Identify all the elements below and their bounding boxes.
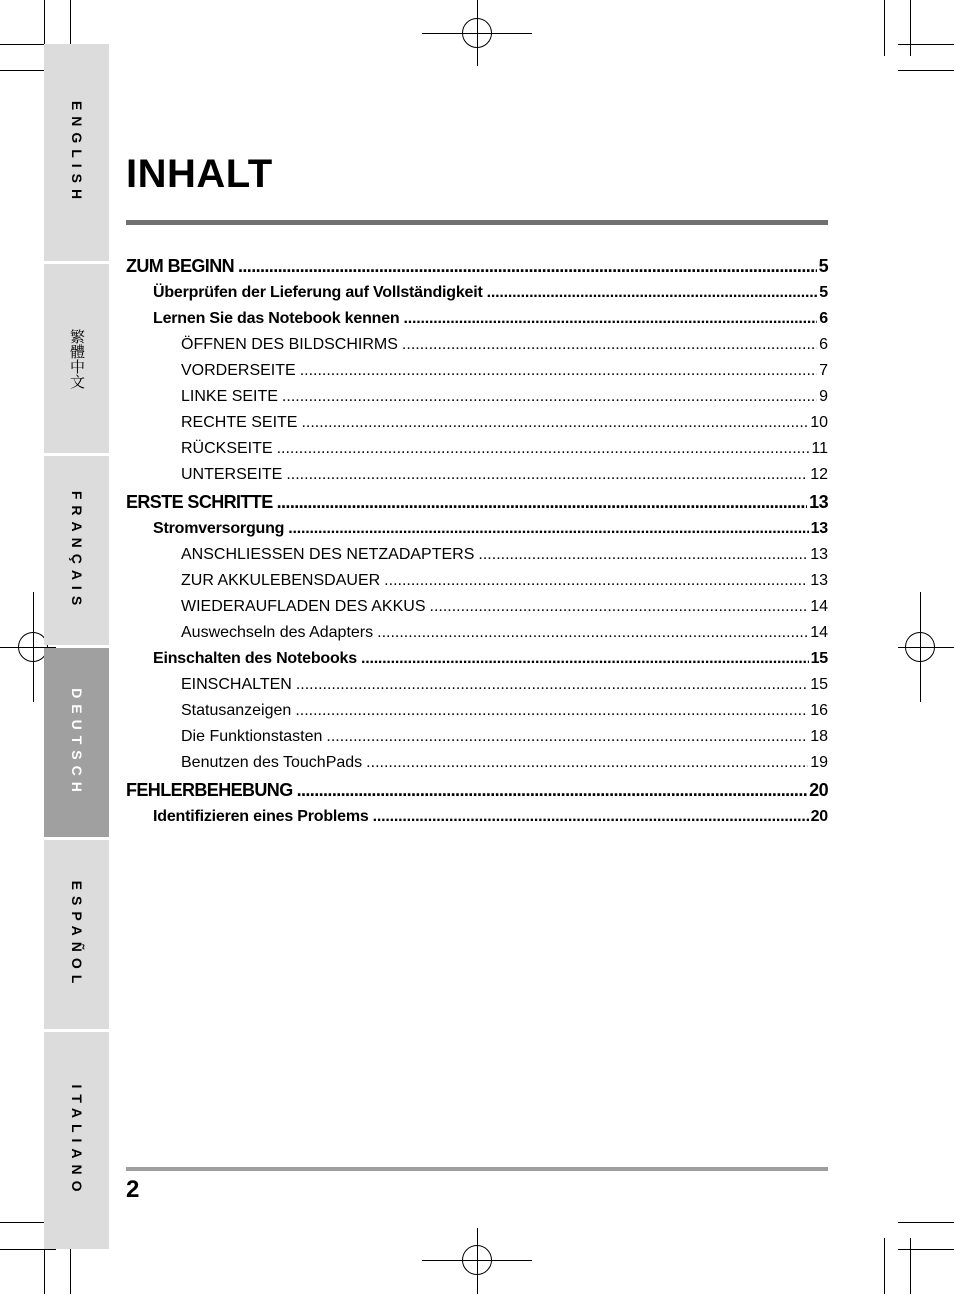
tab-english[interactable] — [44, 44, 109, 261]
toc-entry-title: Benutzen des TouchPads — [181, 754, 363, 771]
toc-leader-dots — [277, 488, 808, 516]
toc-leader-dots — [277, 436, 810, 462]
toc-entry[interactable] — [126, 646, 828, 672]
toc-entry-page: 13 — [810, 546, 828, 563]
toc-entry-title: RÜCKSEITE — [181, 440, 273, 457]
toc-entry-page: 6 — [819, 310, 828, 327]
toc-entry-page: 10 — [810, 414, 828, 431]
toc-entry[interactable] — [126, 384, 828, 410]
toc-entry-page: 13 — [809, 492, 828, 512]
toc-leader-dots — [487, 280, 818, 306]
toc-entry-page: 19 — [810, 754, 828, 771]
toc-entry-page: 18 — [810, 728, 828, 745]
toc-entry-title: EINSCHALTEN — [181, 676, 292, 693]
toc-entry[interactable] — [126, 462, 828, 488]
toc-entry-page: 14 — [810, 624, 828, 641]
toc-entry-title: Die Funktionstasten — [181, 728, 323, 745]
toc-entry[interactable] — [126, 776, 828, 804]
toc-entry-page: 12 — [810, 466, 828, 483]
toc-entry-title: Stromversorgung — [153, 520, 285, 537]
toc-leader-dots — [384, 568, 808, 594]
toc-leader-dots — [300, 358, 817, 384]
toc-leader-dots — [478, 542, 808, 568]
toc-leader-dots — [238, 252, 817, 280]
toc-entry-title: LINKE SEITE — [181, 388, 278, 405]
toc-entry[interactable] — [126, 488, 828, 516]
toc-entry-title: RECHTE SEITE — [181, 414, 298, 431]
toc-entry-page: 13 — [810, 520, 828, 537]
toc-entry[interactable] — [126, 620, 828, 646]
toc-entry[interactable] — [126, 672, 828, 698]
toc-entry-page: 15 — [810, 650, 828, 667]
title-rule — [126, 220, 828, 225]
toc-leader-dots — [288, 516, 808, 542]
toc-leader-dots — [366, 750, 808, 776]
toc-entry[interactable] — [126, 698, 828, 724]
tab-francais-label: FRANÇAIS — [68, 490, 85, 611]
toc-entry[interactable] — [126, 542, 828, 568]
toc-entry-title: Überprüfen der Lieferung auf Vollständigkeit — [153, 284, 483, 301]
toc-entry[interactable] — [126, 410, 828, 436]
toc-entry[interactable] — [126, 332, 828, 358]
toc-entry-title: Einschalten des Notebooks — [153, 650, 357, 667]
toc-leader-dots — [326, 724, 808, 750]
toc-entry-page: 7 — [819, 362, 828, 379]
toc-entry[interactable] — [126, 724, 828, 750]
toc-entry[interactable] — [126, 516, 828, 542]
page-title: INHALT — [126, 152, 273, 196]
toc-entry-title: ANSCHLIESSEN DES NETZADAPTERS — [181, 546, 475, 563]
table-of-contents — [126, 252, 828, 830]
tab-traditional-chinese-label: 繁體中文 — [68, 328, 85, 389]
tab-english-label: ENGLISH — [68, 100, 85, 205]
toc-leader-dots — [377, 620, 808, 646]
toc-entry-page: 20 — [809, 780, 828, 800]
toc-entry-page: 14 — [810, 598, 828, 615]
tab-italiano[interactable] — [44, 1032, 109, 1249]
toc-leader-dots — [295, 698, 808, 724]
toc-leader-dots — [286, 462, 808, 488]
tab-traditional-chinese[interactable] — [44, 264, 109, 453]
toc-entry-title: ZUR AKKULEBENSDAUER — [181, 572, 381, 589]
toc-entry-page: 5 — [819, 284, 828, 301]
toc-entry-title: Auswechseln des Adapters — [181, 624, 374, 641]
toc-entry-page: 15 — [810, 676, 828, 693]
toc-entry-page: 5 — [818, 256, 828, 276]
toc-entry-title: ERSTE SCHRITTE — [126, 492, 273, 512]
toc-entry[interactable] — [126, 306, 828, 332]
toc-leader-dots — [301, 410, 808, 436]
tab-espanol-label: ESPAÑOL — [68, 880, 85, 989]
toc-entry-page: 20 — [810, 808, 828, 825]
toc-entry[interactable] — [126, 594, 828, 620]
toc-entry[interactable] — [126, 358, 828, 384]
toc-entry[interactable] — [126, 568, 828, 594]
toc-entry-title: Identifizieren eines Problems — [153, 808, 369, 825]
toc-entry[interactable] — [126, 280, 828, 306]
tab-deutsch-label: DEUTSCH — [68, 687, 85, 798]
toc-entry-title: ÖFFNEN DES BILDSCHIRMS — [181, 336, 398, 353]
toc-leader-dots — [296, 672, 808, 698]
toc-entry[interactable] — [126, 804, 828, 830]
toc-entry-page: 13 — [810, 572, 828, 589]
toc-leader-dots — [297, 776, 808, 804]
footer-rule — [126, 1167, 828, 1171]
toc-entry-title: UNTERSEITE — [181, 466, 283, 483]
toc-entry-page: 16 — [810, 702, 828, 719]
toc-entry-title: ZUM BEGINN — [126, 256, 234, 276]
toc-entry[interactable] — [126, 252, 828, 280]
toc-entry[interactable] — [126, 436, 828, 462]
page-number: 2 — [126, 1176, 140, 1203]
toc-entry-page: 6 — [819, 336, 828, 353]
language-tabs — [44, 44, 109, 1249]
toc-leader-dots — [430, 594, 809, 620]
toc-entry-title: VORDERSEITE — [181, 362, 296, 379]
toc-entry-title: FEHLERBEHEBUNG — [126, 780, 293, 800]
toc-leader-dots — [282, 384, 817, 410]
toc-entry-page: 9 — [819, 388, 828, 405]
tab-espanol[interactable] — [44, 840, 109, 1029]
toc-entry-title: Statusanzeigen — [181, 702, 292, 719]
tab-francais[interactable] — [44, 456, 109, 645]
toc-entry-title: Lernen Sie das Notebook kennen — [153, 310, 400, 327]
toc-leader-dots — [361, 646, 809, 672]
toc-leader-dots — [404, 306, 818, 332]
toc-entry-title: WIEDERAUFLADEN DES AKKUS — [181, 598, 426, 615]
toc-entry-page: 11 — [811, 440, 828, 457]
toc-entry[interactable] — [126, 750, 828, 776]
tab-deutsch[interactable] — [44, 648, 109, 837]
toc-leader-dots — [402, 332, 817, 358]
tab-italiano-label: ITALIANO — [68, 1083, 85, 1198]
toc-leader-dots — [373, 804, 809, 830]
